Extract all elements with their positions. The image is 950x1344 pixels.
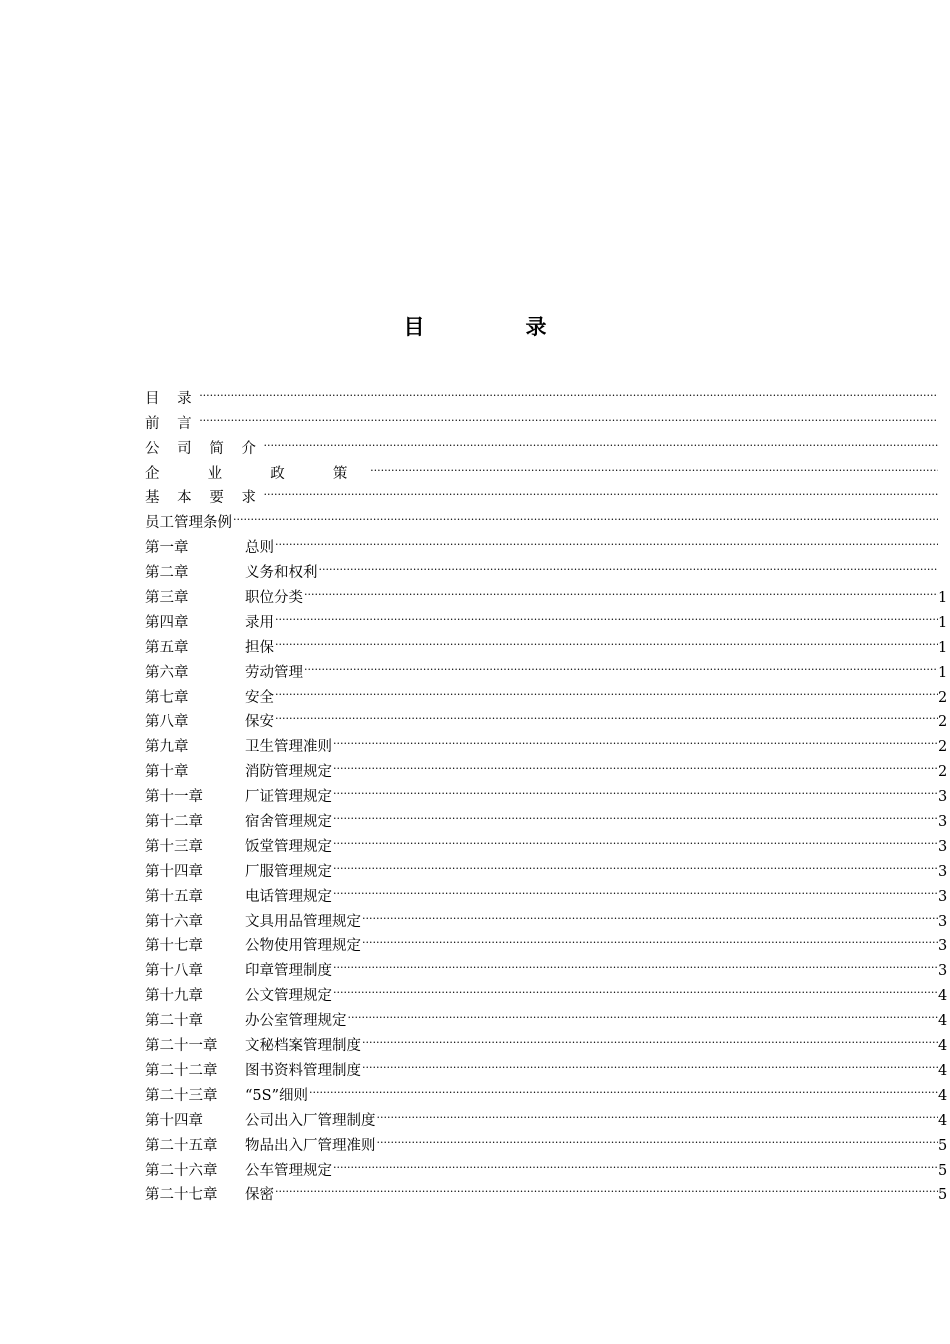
toc-dot-leader (362, 1050, 938, 1075)
toc-entry-chapter: 第九章 (145, 739, 189, 756)
toc-entry-chapter: 第二十章 (145, 1013, 203, 1030)
toc-entry-page-number: 5 (938, 1187, 948, 1204)
toc-entry-chapter: 第十三章 (145, 838, 203, 855)
toc-entry-chapter: 第十六章 (145, 913, 203, 930)
toc-entry-chapter: 第十八章 (145, 963, 203, 980)
toc-entry[interactable] (145, 502, 950, 532)
toc-entry-page-number: 2 (938, 689, 948, 706)
toc-entry[interactable] (145, 527, 950, 557)
toc-entry-label: 印章管理制度 (245, 963, 332, 980)
toc-entry-page-number: 3 (938, 963, 948, 980)
toc-dot-leader (333, 876, 938, 901)
toc-entry-label: 消防管理规定 (245, 764, 332, 781)
toc-entry-chapter: 第一章 (145, 540, 189, 557)
toc-entry-page-number: 3 (938, 863, 948, 880)
toc-entry-page-number: 2 (938, 764, 948, 781)
toc-title: 目 录 (403, 314, 587, 339)
toc-dot-leader (304, 652, 938, 677)
toc-entry-page-number: 3 (938, 814, 948, 831)
toc-entry-page-number: 5 (938, 1137, 948, 1154)
toc-entry-label: 员工管理条例 (145, 515, 232, 532)
toc-dot-leader (362, 926, 938, 951)
toc-entry-label: 物品出入厂管理准则 (245, 1137, 376, 1154)
toc-dot-leader (304, 577, 938, 602)
toc-dot-leader (333, 801, 938, 826)
toc-entry-page-number: 4 (938, 1087, 948, 1104)
toc-entry-chapter: 第十四章 (145, 1112, 203, 1129)
toc-entry-chapter: 第二章 (145, 565, 189, 582)
toc-dot-leader (275, 677, 938, 702)
toc-entry-page-number: 1 (938, 614, 948, 631)
toc-entry[interactable] (145, 378, 950, 407)
toc-dot-leader (275, 702, 938, 727)
toc-dot-leader (333, 1150, 938, 1175)
toc-dot-leader (333, 826, 938, 851)
toc-entry-label: 基 本 要 求 (145, 490, 263, 507)
toc-entry-label: 目 录 (145, 390, 199, 407)
toc-entry-page-number: 2 (938, 739, 948, 756)
toc-dot-leader (309, 1075, 938, 1100)
toc-entry-chapter: 第二十一章 (145, 1038, 218, 1055)
toc-dot-leader (362, 1025, 938, 1050)
toc-dot-leader (275, 627, 938, 652)
toc-dot-leader (333, 950, 938, 975)
toc-entry-chapter: 第十二章 (145, 814, 203, 831)
toc-entry-chapter: 第二十三章 (145, 1087, 218, 1104)
toc-dot-leader (319, 552, 939, 577)
toc-entry-chapter: 第十四章 (145, 863, 203, 880)
toc-entry-page-number: 1 (938, 590, 948, 607)
toc-entry-label: 保密 (245, 1187, 274, 1204)
toc-dot-leader (333, 851, 938, 876)
toc-dot-leader (333, 975, 938, 1000)
toc-entry-label: 图书资料管理制度 (245, 1062, 361, 1079)
toc-entry-chapter: 第二十二章 (145, 1062, 218, 1079)
toc-entry-chapter: 第六章 (145, 664, 189, 681)
toc-entry-label: 厂证管理规定 (245, 789, 332, 806)
toc-entry-page-number: 3 (938, 913, 948, 930)
toc-entry-page-number: 4 (938, 1013, 948, 1030)
toc-entry-label: 厂服管理规定 (245, 863, 332, 880)
toc-entry-label: 劳动管理 (245, 664, 303, 681)
toc-entry-label: 公文管理规定 (245, 988, 332, 1005)
toc-dot-leader (275, 527, 938, 552)
toc-entry-label: 担保 (245, 639, 274, 656)
toc-dot-leader (199, 403, 938, 428)
toc-entry-label: 总则 (245, 540, 274, 557)
toc-entry-page-number: 3 (938, 838, 948, 855)
toc-dot-leader (275, 602, 938, 627)
toc-entry-label: 职位分类 (245, 590, 303, 607)
toc-dot-leader (264, 478, 938, 503)
toc-entry-chapter: 第二十五章 (145, 1137, 218, 1154)
toc-entry-label: 保安 (245, 714, 274, 731)
toc-entry-chapter: 第十七章 (145, 938, 203, 955)
toc-entry-page-number: 4 (938, 1112, 948, 1129)
toc-entry-label: 公 司 简 介 (145, 440, 263, 457)
toc-entry-label: 企 业 政 策 (145, 465, 370, 482)
toc-entry-chapter: 第二十六章 (145, 1162, 218, 1179)
toc-entry-label: 安全 (245, 689, 274, 706)
toc-entry-chapter: 第八章 (145, 714, 189, 731)
toc-entry-page-number: 4 (938, 1062, 948, 1079)
toc-dot-leader (333, 726, 938, 751)
toc-dot-leader (377, 1125, 939, 1150)
toc-entry[interactable] (145, 453, 950, 482)
toc-list (145, 378, 950, 1204)
toc-entry-label: 办公室管理规定 (245, 1013, 347, 1030)
toc-entry-label: 饭堂管理规定 (245, 838, 332, 855)
toc-dot-leader (333, 751, 938, 776)
toc-entry[interactable] (145, 403, 950, 432)
toc-dot-leader (362, 901, 938, 926)
toc-entry-chapter: 第七章 (145, 689, 189, 706)
toc-entry-page-number: 1 (938, 664, 948, 681)
toc-entry-label: 义务和权利 (245, 565, 318, 582)
toc-entry-label: 公司出入厂管理制度 (245, 1112, 376, 1129)
toc-dot-leader (370, 453, 938, 478)
toc-entry-label: 宿舍管理规定 (245, 814, 332, 831)
toc-entry-page-number: 3 (938, 888, 948, 905)
toc-entry-page-number: 3 (938, 789, 948, 806)
toc-entry-chapter: 第五章 (145, 639, 189, 656)
toc-dot-leader (333, 776, 938, 801)
toc-entry-label: 前 言 (145, 415, 199, 432)
toc-entry[interactable] (145, 428, 950, 457)
toc-dot-leader (275, 1175, 938, 1200)
toc-entry-chapter: 第四章 (145, 614, 189, 631)
toc-entry-page-number: 3 (938, 938, 948, 955)
toc-entry-page-number: 2 (938, 714, 948, 731)
toc-dot-leader (377, 1100, 939, 1125)
toc-entry[interactable] (145, 478, 950, 507)
toc-entry-label: “5S”细则 (245, 1087, 308, 1104)
toc-entry-label: 录用 (245, 614, 274, 631)
toc-entry-label: 公物使用管理规定 (245, 938, 361, 955)
toc-dot-leader (233, 502, 938, 527)
toc-dot-leader (264, 428, 938, 453)
toc-entry-page-number: 4 (938, 988, 948, 1005)
toc-entry-chapter: 第十一章 (145, 789, 203, 806)
toc-entry-chapter: 第十章 (145, 764, 189, 781)
toc-entry-chapter: 第十九章 (145, 988, 203, 1005)
toc-entry-page-number: 4 (938, 1038, 948, 1055)
toc-dot-leader (348, 1000, 939, 1025)
toc-entry-label: 文秘档案管理制度 (245, 1038, 361, 1055)
toc-entry-label: 电话管理规定 (245, 888, 332, 905)
toc-entry-chapter: 第十五章 (145, 888, 203, 905)
toc-entry-chapter: 第三章 (145, 590, 189, 607)
toc-entry-page-number: 5 (938, 1162, 948, 1179)
toc-entry-label: 公车管理规定 (245, 1162, 332, 1179)
toc-entry-label: 文具用品管理规定 (245, 913, 361, 930)
toc-entry-label: 卫生管理准则 (245, 739, 332, 756)
toc-dot-leader (199, 378, 938, 403)
toc-entry-chapter: 第二十七章 (145, 1187, 218, 1204)
toc-entry-page-number: 1 (938, 639, 948, 656)
